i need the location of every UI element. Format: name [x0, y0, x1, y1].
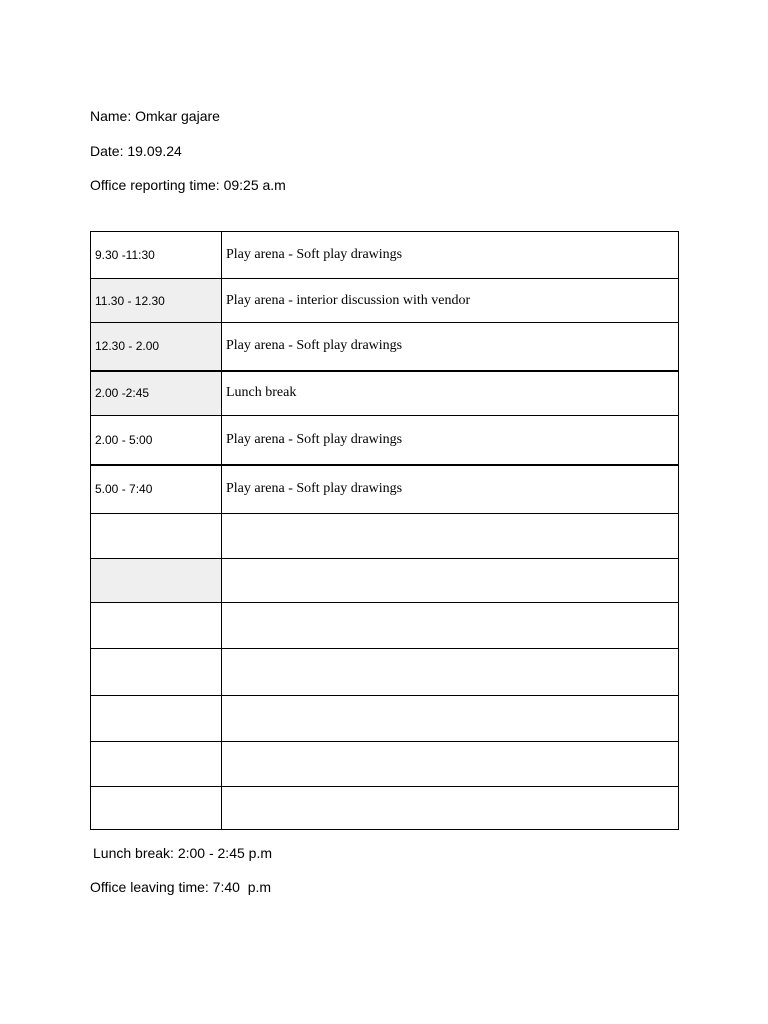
time-cell	[91, 559, 222, 603]
table-row	[91, 323, 679, 371]
task-cell	[222, 696, 679, 742]
table-row	[91, 416, 679, 465]
table-row	[91, 787, 679, 830]
time-cell	[91, 742, 222, 787]
table-row	[91, 696, 679, 742]
table-row	[91, 232, 679, 279]
time-cell	[91, 649, 222, 696]
time-cell: 11.30 - 12.30	[91, 279, 222, 323]
task-cell	[222, 787, 679, 830]
time-cell: 2.00 - 5:00	[91, 416, 222, 465]
table-row	[91, 559, 679, 603]
task-cell: Play arena - Soft play drawings	[222, 465, 679, 514]
task-cell	[222, 559, 679, 603]
time-cell: 9.30 -11:30	[91, 232, 222, 279]
table-row	[91, 742, 679, 787]
lunch-break-line: Lunch break: 2:00 - 2:45 p.m	[93, 845, 272, 861]
reporting-time-line: Office reporting time: 09:25 a.m	[90, 177, 286, 193]
table-row	[91, 603, 679, 649]
task-cell	[222, 742, 679, 787]
table-row	[91, 514, 679, 559]
time-cell	[91, 696, 222, 742]
time-cell: 2.00 -2:45	[91, 371, 222, 416]
task-cell: Play arena - Soft play drawings	[222, 232, 679, 279]
task-cell	[222, 649, 679, 696]
leaving-time-line: Office leaving time: 7:40 p.m	[90, 879, 272, 895]
task-cell: Play arena - Soft play drawings	[222, 323, 679, 371]
time-cell: 12.30 - 2.00	[91, 323, 222, 371]
date-line: Date: 19.09.24	[90, 143, 182, 159]
task-cell: Play arena - Soft play drawings	[222, 416, 679, 465]
task-cell	[222, 603, 679, 649]
table-row	[91, 371, 679, 416]
task-cell	[222, 514, 679, 559]
table-row	[91, 649, 679, 696]
schedule-table	[90, 231, 679, 830]
table-row	[91, 279, 679, 323]
time-cell	[91, 514, 222, 559]
time-cell: 5.00 - 7:40	[91, 465, 222, 514]
table-row	[91, 465, 679, 514]
task-cell: Play arena - interior discussion with vendor	[222, 279, 679, 323]
task-cell: Lunch break	[222, 371, 679, 416]
time-cell	[91, 603, 222, 649]
name-line: Name: Omkar gajare	[90, 108, 220, 124]
time-cell	[91, 787, 222, 830]
